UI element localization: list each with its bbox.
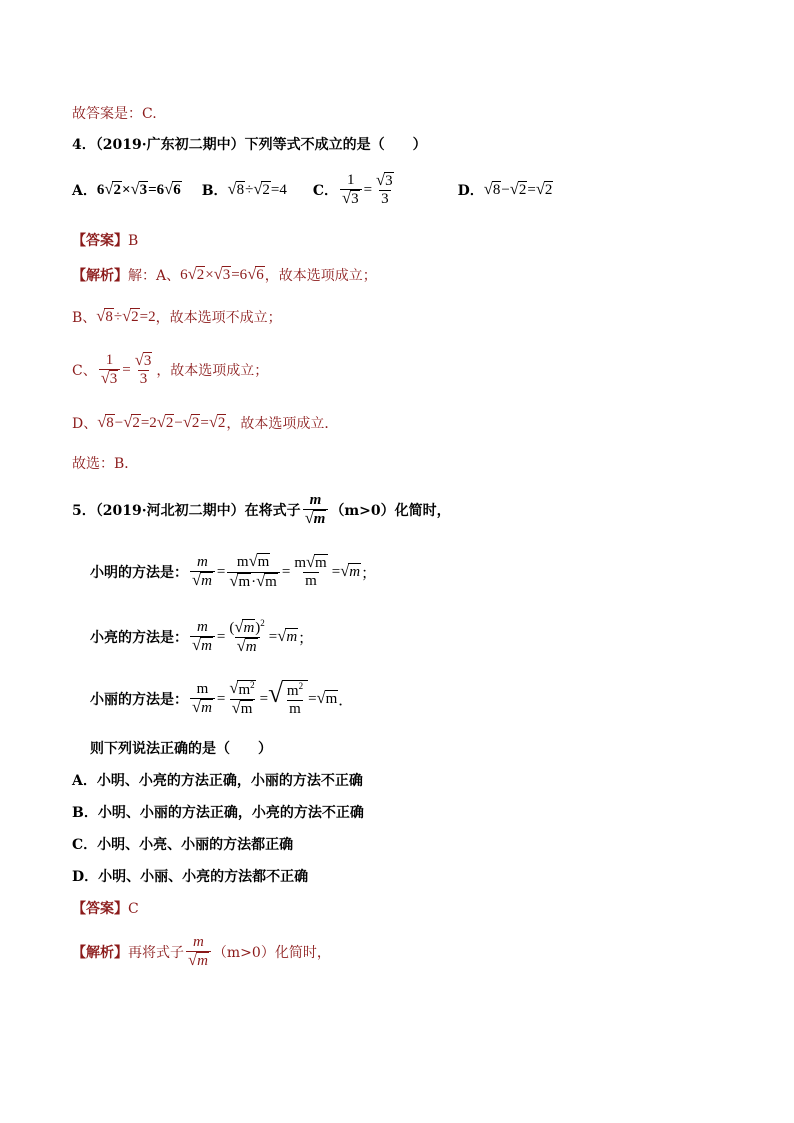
xiaoli-expr: m √ m = √ $m^2$ √ m = √ $\frac{m^2}{m}$ = √ m ． (192, 677, 354, 717)
analysis-d-expr: √ 8 − √ 2 =2 √ 2 − √ 2 = √ 2 (97, 412, 226, 432)
answer-tag: 【答案】 (72, 233, 128, 249)
question-4-title: 4．（2019·广东初二期中）下列等式不成立的是（ ） (72, 137, 427, 153)
question-5-answer (72, 898, 139, 918)
answer-value: C (128, 901, 139, 917)
q4-analysis-b: B、 √ 8 ÷ √ 2 =2 ，故本选项不成立； (72, 306, 282, 326)
option-d-label: D． (457, 183, 484, 199)
answer-line-q3 (72, 103, 157, 123)
xiaoming-method: 小明的方法是： m √ m = m √ m √ m · √ m = m √ m m = √ m ； (90, 551, 377, 590)
analysis-c-expr: 1 √ 3 = √ 3 3 (100, 349, 152, 387)
xiaoming-expr: m √ m = m √ m √ m · √ m = m √ m m = √ m ； (192, 551, 377, 590)
q5-analysis-expr: m √ m (184, 934, 213, 971)
option-d-expr: √ 8 − √ 2 = √ 2 (483, 179, 553, 199)
q4-analysis-a: 【解析】 解：A、 6 √ 2 × √ 3 =6 √ 6 ，故本选项成立； (72, 264, 377, 284)
answer-text: 故答案是：C. (72, 106, 157, 122)
option-b-expr: √ 8 ÷ √ 2 =4 (227, 179, 287, 199)
q5-title-expr: m √ m (301, 492, 331, 529)
q4-analysis-c: C、 1 √ 3 = √ 3 3 ，故本选项成立； (72, 349, 269, 387)
answer-tag: 【答案】 (72, 901, 128, 917)
q4-final: 故选：B． (72, 456, 139, 472)
q5-question: 则下列说法正确的是（ ） (90, 741, 272, 757)
q5-option-a: A．小明、小亮的方法正确，小丽的方法不正确 (72, 773, 363, 789)
analysis-tag: 【解析】 (72, 945, 128, 961)
q4-analysis-d: D、 √ 8 − √ 2 =2 √ 2 − √ 2 = √ 2 ，故本选项成立． (72, 412, 339, 432)
option-c-expr: 1 √ 3 = √ 3 3 (342, 169, 393, 207)
question-5-title: 5．（2019·河北初二期中）在将式子 m √ m （m>0）化简时， (72, 491, 451, 527)
xiaoliang-expr: m √ m = ( √ m )$^2$ √ m = √ m ； (192, 616, 314, 655)
answer-value: B (128, 233, 139, 249)
q5-option-c: C．小明、小亮、小丽的方法都正确 (72, 837, 294, 853)
q5-option-b: B．小明、小丽的方法正确，小亮的方法不正确 (72, 805, 364, 821)
option-c-label: C． (312, 183, 339, 199)
option-b-label: B． (201, 183, 228, 199)
q5-option-d: D．小明、小丽、小亮的方法都不正确 (72, 869, 309, 885)
analysis-b-expr: √ 8 ÷ √ 2 =2 (96, 306, 156, 326)
xiaoliang-method: 小亮的方法是： m √ m = ( √ m )$^2$ √ m = √ m ； (90, 616, 314, 655)
option-a-expr: 6 √ 2 × √ 3 =6 √ 6 (96, 179, 181, 199)
xiaoli-method: 小丽的方法是： m √ m = √ $m^2$ √ m = √ $\frac{m^2}{m}$ = √ m ． (90, 677, 354, 717)
question-4-answer (72, 230, 138, 250)
q5-analysis: 【解析】 再将式子 m √ m （m>0）化简时， (72, 933, 331, 969)
analysis-tag: 【解析】 (72, 268, 128, 284)
option-a-label: A． (72, 183, 97, 199)
question-4-options (72, 170, 553, 210)
analysis-a-expr: 6 √ 2 × √ 3 =6 √ 6 (180, 264, 264, 284)
